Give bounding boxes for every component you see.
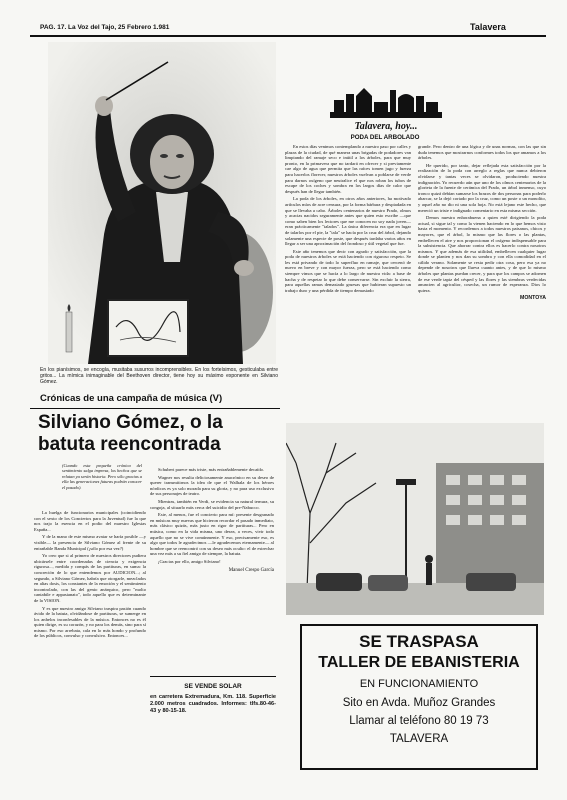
poda-title: PODA DEL ARBOLADO (350, 134, 420, 141)
article-column-1 (34, 510, 146, 641)
article-paragraph: Este, al menos, fue el concierto para mí: presente desgranado en músicas muy nuevas que hicieron recordar el pasado inmediato, más clásico quizás, más justo en rigor de partituras... Pero en música, como en la vida misma, uno desea, a veces, vivir todo aquello que no se vive comúnmente. Y eso, precisamente eso, es algo que todos le agradecimos —le agradecemos eternamente— al hombre que se reencontró con su deseo más oculto: el de estrechar una vez más a su fiel amigo de siempre, la batuta. (150, 512, 274, 557)
conductor-photo-image (48, 42, 276, 364)
conductor-photo (48, 42, 276, 364)
article-paragraph: Y es que nuestro amigo Silviano traspira pasión cuando ávido de la batuta, olvidándose de partituras, se sumerge en los anhelos inconfesables de la música. Entonces no es él quien dirige, es su corazón, y no para los demás, sino para sí mismo. Por eso arrebata, cala en lo más hondo y profundo de los públicos, convulso y convulsivo. Entonces... (34, 605, 146, 639)
poda-paragraph: Este año tenemos que decir con agrado y satisfacción, que la poda de nuestros árboles se está haciendo con riguroso respeto. Se les está privando de todo lo superfluo en ramaje, que cercenó de nuevo en breve y con mayor fuerza, pero se está haciendo como siempre vimos que se hacía a lo largo de nuestra vida: a base de hacha y de respetar lo que debe conservarse. Sin excluir la sierra, para aquellas ramas demasiado gruesas que hubieran supuesto un trabajo duro y una pérdida de tiempo demasiado (285, 248, 411, 293)
poda-paragraph: Demos nuestra enhorabuena a quien esté dirigiendo la poda actual, si sigue tal y como la vienen haciendo en lo que hemos visto hasta el momento. Y recordemos a todos nuestros paisanos, chicos y mayores, que el árbol, lo mismo que las flores o las plantas, embellecen el aire y nos proporcionan el oxígeno indispensable para la subsistencia. Que ahorrar contra ellos es hacerlo contra nosotros mismos. Y que además de esa utilidad, embellecen cualquier lugar donde se planten y nos dan su sombra y con ella comodidad en el cálido verano. Solamente se resta pedir otra cosa, pero esa ya no depende de nosotros que llueva cuanto antes, y de que lo mismo árboles que plantas puedan crecer, y para que los campos se adornen de ese verde tapiz del césped y las flores y las siembras verdecidas anuncien al agricultor, cosecha, un rumor de esperanza. Dios lo quiera. (418, 215, 546, 293)
poda-column-1 (285, 144, 411, 295)
section-name: Talavera (470, 22, 506, 32)
article-headline: Silviano Gómez, o la batuta reencontrada (38, 412, 223, 455)
article-paragraph: Wagner nos resulta deliciosamente anacrónico en su deseo de querer transmitirnos la idea de que el Walhala de los héroes nórdicos es ya solo morada para su gloria, y no para uso exclusivo de sus personajes de teatro. (150, 474, 274, 497)
street-photo-image (286, 423, 544, 615)
header-rule (30, 35, 546, 37)
article-kicker: Crónicas de una campaña de música (V) (40, 393, 223, 404)
poda-paragraph: La poda de los árboles, en otros años anteriores, ha motivado artículos míos de acre censura, por la forma bárbara y despiadada en que se llevaba a cabo. Árboles centenarios de nuestro Prado, olmos y acacias nacidos seguramente antes que quien esto escribe —que como saben bien los lectores que me conocen no soy nada joven— eran prácticamente "talados". La única diferencia era que en lugar de talarlos por el pie, la "tala" se hacía por la cruz del árbol, dejando solamente una especie de poste, que después tardaba varios años en llegar a ser una aproximación del frondoso y útil vegetal que fue. (285, 196, 411, 247)
small-ad-rule (150, 676, 276, 677)
ad-line-town: TALAVERA (389, 733, 449, 745)
ad-line-address: Sito en Avda. Muñoz Grandes (342, 697, 496, 709)
poda-paragraph: He querido, por tanto, dejar reflejada esta satisfacción por la realización de la poda con arreglo a reglas que nunca debieron olvidarse y tantas veces se olvidaron, produciendo nuestra indignación. Yo recuerdo aún que uno de los olmos centenarios de la glorieta de la fuente de cerámica del Prado, un árbol inmenso, cuyo tronco quizá debían sumarse los brazos de dos personas para poderlo abarcar, se la dejó cortado por la cruz, como un poste o un monolito, y aquel año no dio ni una sola hoja. No está lejano este hecho, que mereció un triste e indignado comentario en esta misma sección. (418, 162, 546, 213)
ad-line-taller: TALLER DE EBANISTERIA (318, 654, 520, 671)
article-paragraph: Y de la mano de este mismo avatar se haría posible —y visible— la presencia de Silviano Gómez al frente de su entrañable Banda Municipal (¡sólo por esa vez?) (34, 534, 146, 551)
ad-line-traspasa: SE TRASPASA (359, 632, 479, 651)
poda-signature: MONTOYA (520, 295, 546, 302)
photo-caption: En los pianísimos, se encogía, musitaba susurros incomprensibles. En los forteísimos, gesticulaba entre gritos... La mímica inimaginable del Beethoven director, tiene hoy su máximo exponente en Silviano Gómez. (40, 367, 278, 385)
ad-line-phone: Llamar al teléfono 80 19 73 (349, 715, 489, 727)
article-paragraph: La huelga de funcionarios municipales (coincidiendo con el sexto de los Conciertos para la Juventud) fue la que nos trajo la esencia en el podio del maestro Iglesias España... (34, 510, 146, 532)
article-intro: (Cuando esta pequeña crónica del sentimiento salga impresa, los hechos que se relatan ya serán historia. Pero sólo gracias a ella las generaciones futuras podrán conocer el pasado). (62, 463, 142, 490)
article-signature: Manuel Crespo García (228, 567, 274, 573)
poda-paragraph: grande. Pero dentro de una lógica y de unas normas, con las que sin duda tenemos que mostrarnos conformes todos los que amamos a los árboles. (418, 144, 546, 161)
page-header-left: PAG. 17. La Voz del Tajo, 25 Febrero 1.981 (40, 24, 170, 31)
street-photo (286, 423, 544, 615)
poda-column-2 (418, 144, 546, 301)
ad-line-funcionamiento: EN FUNCIONAMIENTO (359, 678, 479, 690)
small-ad-title: SE VENDE SOLAR (184, 683, 242, 690)
column-banner (330, 82, 442, 132)
article-paragraph: Schubert parece más triste, más entrañablemente decaído. (158, 467, 265, 472)
ad-box (300, 624, 538, 770)
article-paragraph: Mientras, también en Verdi, se evidencia su natural ternura, su congoja, al situarlo más cerca del suicidio del pre-Nabucco. (150, 498, 274, 510)
small-ad-body: en carretera Extremadura, Km. 118. Superficie 2.000 metros cuadrados. Informes: tlfs.80-46-43 y 80-15-18. (150, 694, 276, 714)
skyline-icon (330, 82, 442, 118)
poda-paragraph: En estos días venimos contemplando a nuestro paso por calles y plazas de la ciudad, de qué manera unas brigadas de podadores van limpiando del ramaje seco e inútil a los árboles, para que muy pronto, en la primavera que no tardará en ofrecer y si previamente cae algo de agua que permita que las raíces tomen jugo y fuerza para hacerlos florecer, nuestros árboles vuelvan a poblarse de verde para darnos oxígeno que neutralice el que nos roban los tubos de escape de los coches y sombra en los largos días de calor que después han de llegar también. (285, 144, 411, 194)
article-paragraph: ¡Gracias por ello, amigo Silviano! (158, 558, 221, 564)
article-column-2 (150, 467, 274, 573)
article-paragraph: Yo creo que si al primero de nuestros directores pudiera ubicársele entre coordenadas de ciencia y exigencia rigurosa..., medida y compás de las partituras, en suma: la concreción de lo que entendemos por AUDICION...; al segundo, a Silviano Gómez, habría que otorgarle, mezclados en altas dosis, los constantes de la emoción y el sentimiento incontrolado, con las del genio anárquico, pero "molto cantabile e appasianato", todo aquello que es determinante de la VISION. (34, 553, 146, 603)
column-banner-title: Talavera, hoy... (354, 121, 418, 132)
kicker-rule (30, 408, 280, 409)
